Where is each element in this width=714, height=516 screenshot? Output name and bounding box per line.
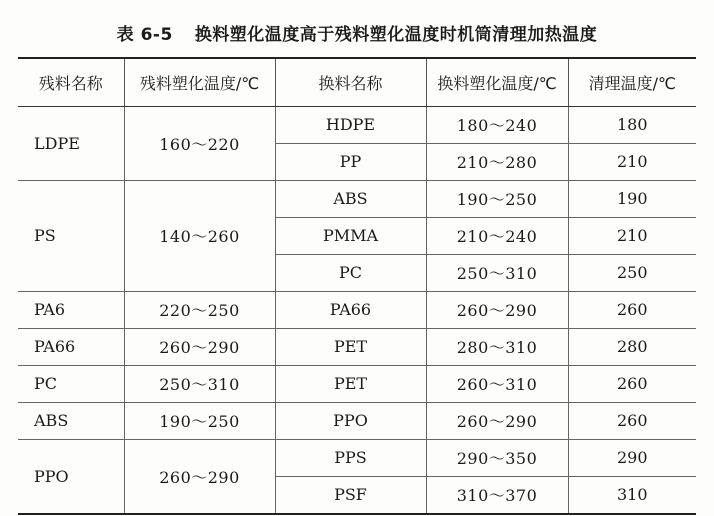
cleaning-temperature-table bbox=[18, 57, 696, 515]
table-header-row bbox=[18, 58, 696, 106]
table-row bbox=[18, 402, 696, 439]
new-material-name-cell: PA66 bbox=[275, 291, 426, 328]
cleaning-temp-cell: 210 bbox=[568, 217, 696, 254]
cleaning-temp-cell: 180 bbox=[568, 106, 696, 143]
table-row bbox=[18, 291, 696, 328]
new-material-temp-cell: 190～250 bbox=[426, 180, 568, 217]
new-material-temp-cell: 260～310 bbox=[426, 365, 568, 402]
new-material-temp-cell: 210～240 bbox=[426, 217, 568, 254]
residue-temp-cell: 190～250 bbox=[124, 402, 275, 439]
new-material-temp-cell: 290～350 bbox=[426, 439, 568, 476]
new-material-name-cell: PET bbox=[275, 328, 426, 365]
table-number: 表 6-5 bbox=[116, 25, 173, 45]
new-material-name-cell: PET bbox=[275, 365, 426, 402]
cleaning-temp-cell: 280 bbox=[568, 328, 696, 365]
new-material-temp-cell: 280～310 bbox=[426, 328, 568, 365]
residue-name-cell: PA6 bbox=[18, 291, 124, 328]
header-residue-name: 残料名称 bbox=[18, 58, 124, 106]
new-material-temp-cell: 250～310 bbox=[426, 254, 568, 291]
new-material-name-cell: ABS bbox=[275, 180, 426, 217]
residue-temp-cell: 140～260 bbox=[124, 180, 275, 291]
new-material-name-cell: PC bbox=[275, 254, 426, 291]
new-material-temp-cell: 180～240 bbox=[426, 106, 568, 143]
new-material-name-cell: PSF bbox=[275, 476, 426, 514]
new-material-name-cell: PPS bbox=[275, 439, 426, 476]
cleaning-temp-cell: 260 bbox=[568, 402, 696, 439]
residue-name-cell: PS bbox=[18, 180, 124, 291]
residue-name-cell: PC bbox=[18, 365, 124, 402]
new-material-name-cell: PMMA bbox=[275, 217, 426, 254]
new-material-name-cell: PPO bbox=[275, 402, 426, 439]
residue-temp-cell: 160～220 bbox=[124, 106, 275, 180]
new-material-temp-cell: 260～290 bbox=[426, 402, 568, 439]
cleaning-temp-cell: 260 bbox=[568, 291, 696, 328]
cleaning-temp-cell: 210 bbox=[568, 143, 696, 180]
header-new-material-name: 换料名称 bbox=[275, 58, 426, 106]
residue-temp-cell: 260～290 bbox=[124, 439, 275, 514]
table-body bbox=[18, 106, 696, 514]
table-row bbox=[18, 328, 696, 365]
table-row bbox=[18, 439, 696, 476]
residue-name-cell: ABS bbox=[18, 402, 124, 439]
header-cleaning-temp: 清理温度/℃ bbox=[568, 58, 696, 106]
residue-temp-cell: 220～250 bbox=[124, 291, 275, 328]
header-residue-temp: 残料塑化温度/℃ bbox=[124, 58, 275, 106]
residue-temp-cell: 260～290 bbox=[124, 328, 275, 365]
residue-name-cell: PA66 bbox=[18, 328, 124, 365]
new-material-name-cell: HDPE bbox=[275, 106, 426, 143]
new-material-name-cell: PP bbox=[275, 143, 426, 180]
header-new-material-temp: 换料塑化温度/℃ bbox=[426, 58, 568, 106]
table-title: 换料塑化温度高于残料塑化温度时机筒清理加热温度 bbox=[194, 25, 598, 45]
new-material-temp-cell: 260～290 bbox=[426, 291, 568, 328]
cleaning-temp-cell: 310 bbox=[568, 476, 696, 514]
new-material-temp-cell: 310～370 bbox=[426, 476, 568, 514]
new-material-temp-cell: 210～280 bbox=[426, 143, 568, 180]
residue-name-cell: LDPE bbox=[18, 106, 124, 180]
cleaning-temp-cell: 260 bbox=[568, 365, 696, 402]
cleaning-temp-cell: 250 bbox=[568, 254, 696, 291]
cleaning-temp-cell: 190 bbox=[568, 180, 696, 217]
residue-temp-cell: 250～310 bbox=[124, 365, 275, 402]
table-row bbox=[18, 365, 696, 402]
table-caption bbox=[0, 20, 714, 45]
cleaning-temp-cell: 290 bbox=[568, 439, 696, 476]
table-row bbox=[18, 106, 696, 143]
table-row bbox=[18, 180, 696, 217]
residue-name-cell: PPO bbox=[18, 439, 124, 514]
